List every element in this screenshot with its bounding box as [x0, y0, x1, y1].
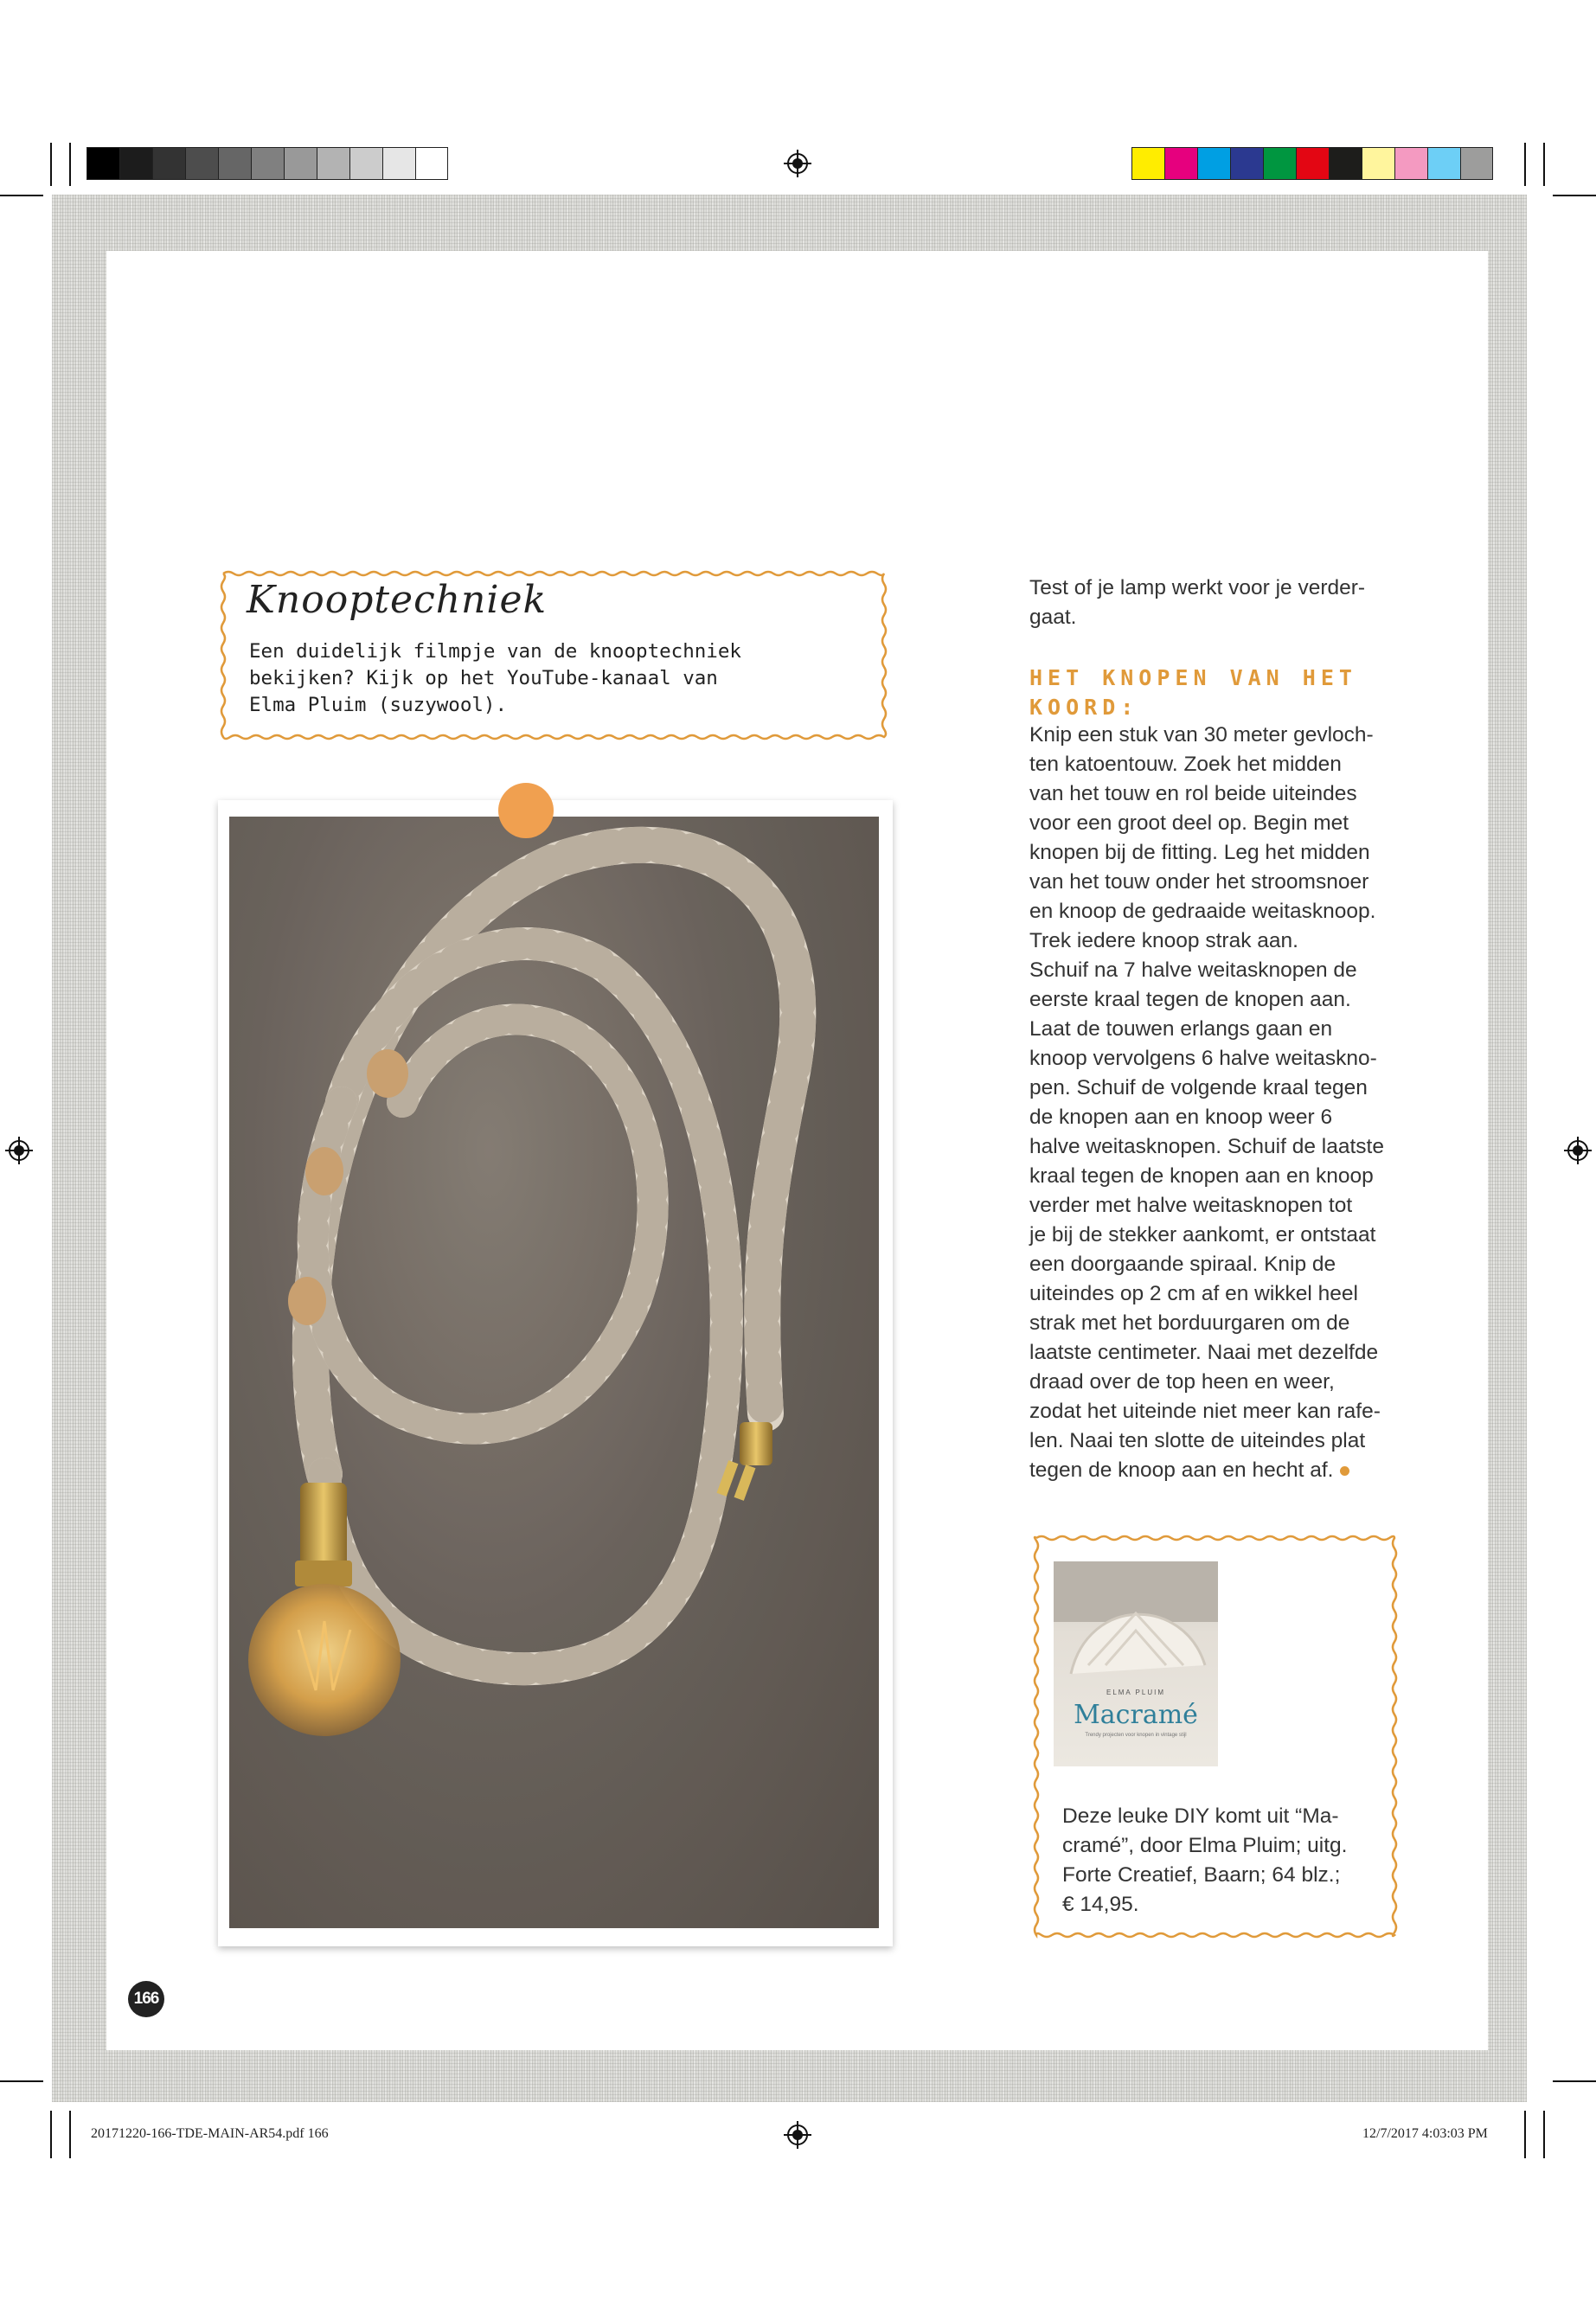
instruction-line: draad over de top heen en weer,: [1029, 1370, 1335, 1394]
instruction-line: eerste kraal tegen de knopen aan.: [1029, 988, 1351, 1011]
color-swatch: [1263, 147, 1296, 180]
instruction-line: kraal tegen de knopen aan en knoop: [1029, 1164, 1374, 1188]
caption-line: cramé”, door Elma Pluim; uitg.: [1062, 1834, 1348, 1857]
tip-line: Een duidelijk filmpje van de knooptechniek: [249, 640, 741, 663]
heading-line: KOORD:: [1029, 695, 1139, 720]
registration-mark-icon: [5, 1137, 33, 1164]
color-swatch: [382, 147, 415, 180]
color-swatch: [317, 147, 349, 180]
color-swatch: [119, 147, 152, 180]
crop-mark: [1553, 2080, 1596, 2082]
instruction-line: voor een groot deel op. Begin met: [1029, 811, 1349, 835]
color-swatch: [1197, 147, 1230, 180]
color-swatch: [1164, 147, 1197, 180]
macrame-lamp-photo: [229, 817, 879, 1928]
crop-mark: [50, 143, 52, 186]
caption-line: Forte Creatief, Baarn; 64 blz.;: [1062, 1863, 1341, 1887]
intro-line: gaat.: [1029, 606, 1077, 629]
color-swatch: [284, 147, 317, 180]
instruction-line: pen. Schuif de volgende kraal tegen: [1029, 1076, 1368, 1099]
crop-mark: [69, 2111, 71, 2158]
page-number: 166: [128, 1981, 164, 2017]
crop-mark: [50, 2111, 52, 2158]
instruction-line: van het touw onder het stroomsnoer: [1029, 870, 1369, 894]
crop-mark: [69, 143, 71, 186]
color-swatch: [1394, 147, 1427, 180]
tip-box-text: [249, 638, 907, 719]
color-swatch: [1296, 147, 1329, 180]
end-mark-icon: [1340, 1466, 1349, 1476]
crop-mark: [1524, 143, 1526, 186]
instruction-line: Knip een stuk van 30 meter gevloch-: [1029, 723, 1374, 747]
instruction-line: en knoop de gedraaide weitasknoop.: [1029, 900, 1376, 923]
book-title: Macramé: [1074, 1700, 1198, 1730]
crop-mark: [1524, 2111, 1526, 2158]
color-swatch: [1329, 147, 1362, 180]
book-subtitle: Trendy projecten voor knopen in vintage stijl: [1085, 1733, 1187, 1738]
tip-line: Elma Pluim (suzywool).: [249, 694, 508, 716]
instruction-line: zodat het uiteinde niet meer kan rafe-: [1029, 1400, 1381, 1423]
crop-mark: [1543, 143, 1545, 186]
color-swatch: [152, 147, 185, 180]
registration-mark-icon: [784, 150, 811, 177]
instruction-line: je bij de stekker aankomt, er ontstaat: [1029, 1223, 1376, 1247]
color-swatch: [1427, 147, 1460, 180]
instruction-line: strak met het borduurgaren om de: [1029, 1311, 1350, 1335]
caption-line: € 14,95.: [1062, 1893, 1139, 1916]
color-swatch: [1362, 147, 1394, 180]
macrame-lamp-cord-photo-icon: [229, 817, 879, 1928]
tip-box-title: Knooptechniek: [247, 578, 548, 622]
instruction-line: Schuif na 7 halve weitasknopen de: [1029, 958, 1357, 982]
intro-text: [1029, 574, 1393, 632]
instruction-line: tegen de knoop aan en hecht af.: [1029, 1458, 1334, 1482]
heading-line: HET KNOPEN VAN HET: [1029, 665, 1357, 690]
section-heading: [1029, 663, 1393, 722]
color-swatch: [87, 147, 119, 180]
color-swatch: [1131, 147, 1164, 180]
instruction-line: halve weitasknopen. Schuif de laatste: [1029, 1135, 1384, 1158]
instruction-line: Laat de touwen erlangs gaan en: [1029, 1017, 1333, 1041]
instructions-text: [1029, 721, 1393, 1485]
color-swatch: [415, 147, 448, 180]
caption-line: Deze leuke DIY komt uit “Ma-: [1062, 1804, 1339, 1828]
instruction-line: uiteindes op 2 cm af en wikkel heel: [1029, 1282, 1358, 1305]
instruction-line: van het touw en rol beide uiteindes: [1029, 782, 1357, 805]
color-swatch: [1230, 147, 1263, 180]
crop-mark: [0, 195, 43, 196]
registration-mark-icon: [1564, 1137, 1592, 1164]
book-cover: [1054, 1561, 1218, 1766]
gray-calibration-bar: [87, 147, 448, 180]
color-swatch: [185, 147, 218, 180]
instruction-line: een doorgaande spiraal. Knip de: [1029, 1253, 1336, 1276]
instruction-line: Trek iedere knoop strak aan.: [1029, 929, 1298, 952]
color-swatch: [218, 147, 251, 180]
footer-timestamp: 12/7/2017 4:03:03 PM: [1362, 2126, 1488, 2141]
orange-dot: [498, 783, 554, 838]
instruction-line: de knopen aan en knoop weer 6: [1029, 1106, 1333, 1129]
footer-filename: 20171220-166-TDE-MAIN-AR54.pdf 166: [91, 2126, 329, 2141]
tip-line: bekijken? Kijk op het YouTube-kanaal van: [249, 667, 718, 689]
color-swatch: [251, 147, 284, 180]
instruction-line: ten katoentouw. Zoek het midden: [1029, 753, 1342, 776]
instruction-line: len. Naai ten slotte de uiteindes plat: [1029, 1429, 1366, 1452]
book-caption: [1062, 1802, 1408, 1920]
instruction-line: knopen bij de fitting. Leg het midden: [1029, 841, 1370, 864]
color-swatch: [1460, 147, 1493, 180]
instruction-line: knoop vervolgens 6 halve weitaskno-: [1029, 1047, 1377, 1070]
color-swatch: [349, 147, 382, 180]
color-calibration-bar: [1131, 147, 1493, 180]
crop-mark: [1553, 195, 1596, 196]
registration-mark-icon: [784, 2121, 811, 2149]
instruction-line: laatste centimeter. Naai met dezelfde: [1029, 1341, 1379, 1364]
crop-mark: [0, 2080, 43, 2082]
intro-line: Test of je lamp werkt voor je verder-: [1029, 576, 1366, 599]
book-author: ELMA PLUIM: [1106, 1689, 1165, 1696]
instruction-line: verder met halve weitasknopen tot: [1029, 1194, 1353, 1217]
crop-mark: [1543, 2111, 1545, 2158]
